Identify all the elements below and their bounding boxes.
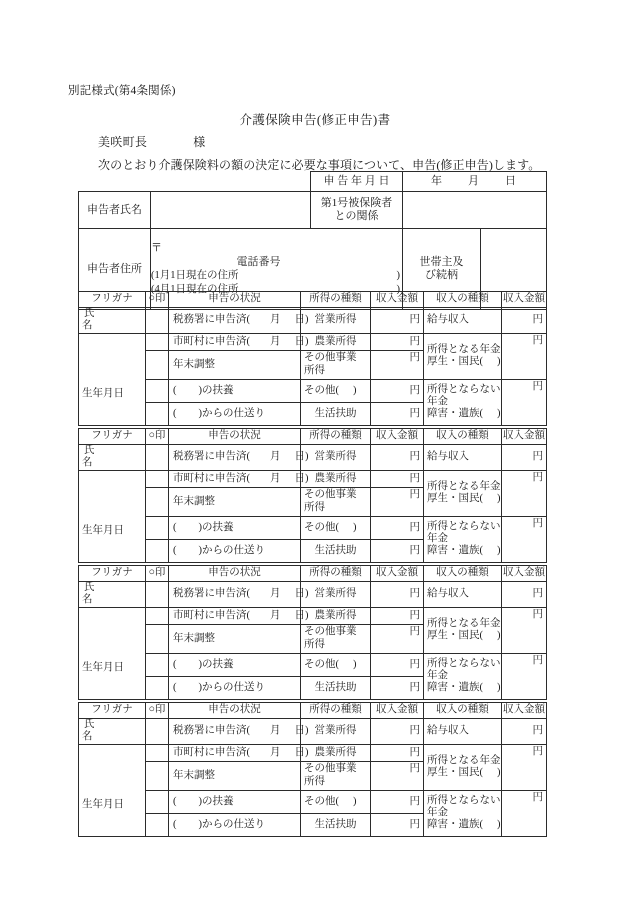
income-amount-input[interactable]: 円 <box>371 744 424 761</box>
revenue-line: 給与収入 <box>427 725 469 737</box>
spacer-cell <box>79 172 151 192</box>
status-text: 税務署に申告済( <box>173 588 250 600</box>
revenue-line: 厚生・国民( ) <box>427 630 501 642</box>
income-type-other: その他( ) <box>301 790 371 813</box>
income-type-other: その他( ) <box>301 379 371 402</box>
revenue-amount-input[interactable]: 円 <box>502 379 547 425</box>
revenue-line: 年金 <box>427 807 448 819</box>
income-amount-input[interactable]: 円 <box>371 676 424 699</box>
applicant-name-label: 申告者氏名 <box>79 192 151 229</box>
revenue-line: 厚生・国民( ) <box>427 356 501 368</box>
header-revenue-amount: 収入金額 <box>502 703 547 719</box>
block-header-row <box>79 429 547 445</box>
revenue-amount-input[interactable]: 円 <box>502 719 547 745</box>
date-year-label: 年 <box>431 175 456 188</box>
income-type-business: 営業所得 <box>301 719 371 745</box>
status-dependent-of[interactable] <box>169 653 301 676</box>
mark-checkbox[interactable] <box>146 653 169 676</box>
address-apr1-paren: ) <box>396 283 400 295</box>
revenue-line: 障害・遺族( ) <box>427 819 501 831</box>
status-remittance-from[interactable] <box>169 539 301 562</box>
header-income-amount: 収入金額 <box>371 566 424 582</box>
status-month: 月 <box>270 472 281 484</box>
status-text: ( <box>173 818 177 830</box>
income-amount-input[interactable]: 円 <box>371 333 424 350</box>
header-revenue-type: 収入の種類 <box>424 292 502 308</box>
header-declaration-status: 申告の状況 <box>169 429 301 445</box>
status-text: 市町村に申告済( <box>173 609 250 621</box>
status-text: 年末調整 <box>173 495 215 507</box>
block-header-row <box>79 292 547 308</box>
income-type-other: その他( ) <box>301 653 371 676</box>
status-declared-municipality[interactable] <box>169 470 309 487</box>
document-title: 介護保険申告(修正申告)書 <box>239 113 391 127</box>
status-text-post: )からの仕送り <box>198 818 265 830</box>
mark-checkbox[interactable] <box>146 402 169 425</box>
mark-checkbox[interactable] <box>146 470 169 487</box>
addressee-honorific: 様 <box>193 135 206 149</box>
revenue-line: 障害・遺族( ) <box>427 682 501 694</box>
mark-checkbox[interactable] <box>146 761 169 790</box>
revenue-type-salary <box>424 445 502 471</box>
revenue-type-nontaxable-pension <box>424 653 502 699</box>
header-furigana: フリガナ <box>79 292 146 308</box>
revenue-type-taxable-pension <box>424 744 502 790</box>
status-month: 月 <box>270 451 281 463</box>
header-revenue-type: 収入の種類 <box>424 566 502 582</box>
header-revenue-type: 収入の種類 <box>424 703 502 719</box>
revenue-line: 所得とならない <box>427 794 501 806</box>
block-row <box>79 744 547 761</box>
birthdate-label: 生年月日 <box>82 799 124 811</box>
income-type-agriculture: 農業所得 <box>301 744 371 761</box>
revenue-type-salary <box>424 308 502 334</box>
name-label: 氏 名 <box>79 445 146 471</box>
addressee-line <box>98 133 206 150</box>
mark-checkbox[interactable] <box>146 624 169 653</box>
income-amount-input[interactable]: 円 <box>371 790 424 813</box>
block-row <box>79 470 547 487</box>
income-amount-input[interactable]: 円 <box>371 308 424 334</box>
telephone-label: 電話番号 <box>236 255 281 268</box>
mark-checkbox[interactable] <box>146 676 169 699</box>
mark-checkbox[interactable] <box>146 813 169 836</box>
income-type-other-business: その他事業 所得 <box>301 761 371 790</box>
income-type-other-business: その他事業 所得 <box>301 624 371 653</box>
status-day: 日) <box>294 335 309 347</box>
mark-checkbox[interactable] <box>146 719 169 745</box>
header-mark: ○印 <box>146 566 169 582</box>
status-dependent-of[interactable] <box>169 379 301 402</box>
header-mark: ○印 <box>146 703 169 719</box>
mark-checkbox[interactable] <box>146 350 169 379</box>
declaration-block <box>78 565 547 700</box>
householder-label-line2: び続柄 <box>425 269 458 282</box>
status-month: 月 <box>270 725 281 737</box>
status-text: 年末調整 <box>173 769 215 781</box>
revenue-type-taxable-pension <box>424 470 502 516</box>
header-income-amount: 収入金額 <box>371 703 424 719</box>
status-year-end-adjustment[interactable] <box>169 761 301 790</box>
block-header-row <box>79 703 547 719</box>
income-type-other-business: その他事業 所得 <box>301 350 371 379</box>
mark-checkbox[interactable] <box>146 582 169 608</box>
revenue-line: 年金 <box>427 396 448 408</box>
status-month: 月 <box>270 609 281 621</box>
revenue-type-taxable-pension <box>424 333 502 379</box>
declaration-block <box>78 702 547 837</box>
revenue-amount-input[interactable]: 円 <box>502 607 547 653</box>
revenue-type-nontaxable-pension <box>424 379 502 425</box>
header-declaration-status: 申告の状況 <box>169 292 301 308</box>
income-amount-input[interactable]: 円 <box>371 350 424 379</box>
status-dependent-of[interactable] <box>169 516 301 539</box>
status-declared-tax-office[interactable] <box>169 445 309 471</box>
header-mark: ○印 <box>146 292 169 308</box>
status-text: 税務署に申告済( <box>173 314 250 326</box>
status-text-post: )の扶養 <box>198 658 234 670</box>
status-text-post: )からの仕送り <box>198 407 265 419</box>
name-and-birthdate-area[interactable] <box>79 470 146 562</box>
address-jan1-label: (1月1日現在の住所 <box>151 269 239 281</box>
status-text-post: )からの仕送り <box>198 544 265 556</box>
block-row <box>79 445 547 471</box>
revenue-line: 障害・遺族( ) <box>427 408 501 420</box>
block-row <box>79 582 547 608</box>
revenue-line: 年金 <box>427 533 448 545</box>
applicant-address-label: 申告者住所 <box>79 229 151 310</box>
status-month: 月 <box>270 746 281 758</box>
status-text-post: )の扶養 <box>198 521 234 533</box>
status-text: 税務署に申告済( <box>173 451 250 463</box>
status-month: 月 <box>270 335 281 347</box>
name-label: 氏 名 <box>79 719 146 745</box>
revenue-type-nontaxable-pension <box>424 790 502 836</box>
revenue-line: 所得となる年金 <box>427 480 501 492</box>
name-and-birthdate-area[interactable] <box>79 333 146 425</box>
income-type-business: 営業所得 <box>301 582 371 608</box>
status-text: ( <box>173 521 177 533</box>
lead-text: 次のとおり介護保険料の額の決定に必要な事項について、申告(修正申告)します。 <box>98 158 541 172</box>
declaration-date-value[interactable] <box>403 172 547 192</box>
birthdate-label: 生年月日 <box>82 525 124 537</box>
revenue-line: 給与収入 <box>427 588 469 600</box>
block-row <box>79 653 547 676</box>
revenue-amount-input[interactable]: 円 <box>502 653 547 699</box>
relation-label <box>311 192 403 229</box>
income-type-other: その他( ) <box>301 516 371 539</box>
revenue-amount-input[interactable]: 円 <box>502 516 547 562</box>
status-remittance-from[interactable] <box>169 402 301 425</box>
revenue-amount-input[interactable]: 円 <box>502 470 547 516</box>
status-remittance-from[interactable] <box>169 813 301 836</box>
header-furigana: フリガナ <box>79 703 146 719</box>
address-jan1-line[interactable] <box>151 269 402 283</box>
header-declaration-status: 申告の状況 <box>169 703 301 719</box>
block-row <box>79 379 547 402</box>
status-text: ( <box>173 407 177 419</box>
header-income-type: 所得の種類 <box>301 566 371 582</box>
header-income-type: 所得の種類 <box>301 429 371 445</box>
revenue-line: 所得となる年金 <box>427 754 501 766</box>
postal-mark-icon: 〒 <box>151 241 162 254</box>
status-declared-municipality[interactable] <box>169 607 309 624</box>
status-day: 日) <box>294 746 309 758</box>
status-day: 日) <box>294 588 309 600</box>
mark-checkbox[interactable] <box>146 607 169 624</box>
status-text: ( <box>173 795 177 807</box>
header-revenue-amount: 収入金額 <box>502 429 547 445</box>
block-row <box>79 516 547 539</box>
name-label: 氏 名 <box>79 308 146 334</box>
income-amount-input[interactable]: 円 <box>371 470 424 487</box>
status-text: 税務署に申告済( <box>173 725 250 737</box>
status-year-end-adjustment[interactable] <box>169 350 301 379</box>
applicant-name-row <box>79 192 547 229</box>
block-row <box>79 333 547 350</box>
revenue-line: 給与収入 <box>427 314 469 326</box>
status-text: 年末調整 <box>173 358 215 370</box>
status-text: 年末調整 <box>173 632 215 644</box>
status-month: 月 <box>270 588 281 600</box>
address-apr1-label: (4月1日現在の住所 <box>151 283 239 295</box>
income-amount-input[interactable]: 円 <box>371 761 424 790</box>
block-row <box>79 607 547 624</box>
income-type-livelihood-assistance: 生活扶助 <box>301 402 371 425</box>
revenue-line: 所得となる年金 <box>427 617 501 629</box>
mark-checkbox[interactable] <box>146 487 169 516</box>
income-amount-input[interactable]: 円 <box>371 445 424 471</box>
status-day: 日) <box>294 314 309 326</box>
revenue-line: 所得となる年金 <box>427 343 501 355</box>
status-text-post: )からの仕送り <box>198 681 265 693</box>
status-text: ( <box>173 658 177 670</box>
status-text: ( <box>173 384 177 396</box>
status-day: 日) <box>294 725 309 737</box>
addressee-name: 美咲町長 <box>98 135 148 149</box>
form-number: 別記様式(第4条関係) <box>68 85 176 97</box>
header-income-type: 所得の種類 <box>301 292 371 308</box>
mark-checkbox[interactable] <box>146 333 169 350</box>
status-text: 市町村に申告済( <box>173 472 250 484</box>
name-and-birthdate-area[interactable] <box>79 744 146 836</box>
revenue-amount-input[interactable]: 円 <box>502 445 547 471</box>
applicant-table <box>78 171 547 310</box>
status-declared-municipality[interactable] <box>169 333 309 350</box>
relation-input[interactable] <box>403 192 547 229</box>
income-type-livelihood-assistance: 生活扶助 <box>301 539 371 562</box>
block-row <box>79 790 547 813</box>
status-dependent-of[interactable] <box>169 790 301 813</box>
income-type-business: 営業所得 <box>301 445 371 471</box>
birthdate-label: 生年月日 <box>82 662 124 674</box>
income-type-agriculture: 農業所得 <box>301 333 371 350</box>
header-declaration-status: 申告の状況 <box>169 566 301 582</box>
status-text-post: )の扶養 <box>198 795 234 807</box>
revenue-line: 所得とならない <box>427 657 501 669</box>
header-income-amount: 収入金額 <box>371 292 424 308</box>
revenue-line: 厚生・国民( ) <box>427 493 501 505</box>
header-income-type: 所得の種類 <box>301 703 371 719</box>
mark-checkbox[interactable] <box>146 744 169 761</box>
relation-label-line2: との関係 <box>334 210 379 222</box>
status-month: 月 <box>270 314 281 326</box>
income-amount-input[interactable]: 円 <box>371 719 424 745</box>
mark-checkbox[interactable] <box>146 516 169 539</box>
declaration-block <box>78 291 547 426</box>
relation-label-line1: 第1号被保険者 <box>320 197 393 210</box>
revenue-type-salary <box>424 582 502 608</box>
revenue-line: 年金 <box>427 670 448 682</box>
name-and-birthdate-area[interactable] <box>79 607 146 699</box>
header-income-amount: 収入金額 <box>371 429 424 445</box>
header-furigana: フリガナ <box>79 566 146 582</box>
revenue-type-taxable-pension <box>424 607 502 653</box>
income-amount-input[interactable]: 円 <box>371 516 424 539</box>
block-row <box>79 308 547 334</box>
status-day: 日) <box>294 451 309 463</box>
income-type-livelihood-assistance: 生活扶助 <box>301 813 371 836</box>
income-amount-input[interactable]: 円 <box>371 624 424 653</box>
status-remittance-from[interactable] <box>169 676 301 699</box>
income-type-other-business: その他事業 所得 <box>301 487 371 516</box>
header-mark: ○印 <box>146 429 169 445</box>
income-amount-input[interactable]: 円 <box>371 379 424 402</box>
income-amount-input[interactable]: 円 <box>371 487 424 516</box>
status-text: ( <box>173 544 177 556</box>
income-amount-input[interactable]: 円 <box>371 607 424 624</box>
revenue-type-salary <box>424 719 502 745</box>
birthdate-label: 生年月日 <box>82 388 124 400</box>
status-text: 市町村に申告済( <box>173 335 250 347</box>
address-jan1-paren: ) <box>396 269 400 281</box>
declaration-date-row <box>79 172 547 192</box>
revenue-amount-input[interactable]: 円 <box>502 790 547 836</box>
householder-label-line1: 世帯主及 <box>419 256 464 269</box>
income-type-livelihood-assistance: 生活扶助 <box>301 676 371 699</box>
date-month-label: 月 <box>468 175 493 188</box>
header-furigana: フリガナ <box>79 429 146 445</box>
mark-checkbox[interactable] <box>146 308 169 334</box>
status-declared-tax-office[interactable] <box>169 308 309 334</box>
income-type-agriculture: 農業所得 <box>301 607 371 624</box>
income-amount-input[interactable]: 円 <box>371 813 424 836</box>
status-declared-tax-office[interactable] <box>169 719 309 745</box>
revenue-amount-input[interactable]: 円 <box>502 333 547 379</box>
declaration-date-label: 申 告 年 月 日 <box>311 172 403 192</box>
status-declared-municipality[interactable] <box>169 744 309 761</box>
mark-checkbox[interactable] <box>146 379 169 402</box>
income-amount-input[interactable]: 円 <box>371 653 424 676</box>
income-type-business: 営業所得 <box>301 308 371 334</box>
revenue-type-nontaxable-pension <box>424 516 502 562</box>
header-revenue-amount: 収入金額 <box>502 566 547 582</box>
revenue-amount-input[interactable]: 円 <box>502 308 547 334</box>
name-label: 氏 名 <box>79 582 146 608</box>
revenue-line: 所得とならない <box>427 520 501 532</box>
status-day: 日) <box>294 609 309 621</box>
revenue-line: 所得とならない <box>427 383 501 395</box>
block-row <box>79 719 547 745</box>
declaration-block <box>78 428 547 563</box>
mark-checkbox[interactable] <box>146 790 169 813</box>
revenue-amount-input[interactable]: 円 <box>502 744 547 790</box>
revenue-line: 給与収入 <box>427 451 469 463</box>
header-revenue-amount: 収入金額 <box>502 292 547 308</box>
income-type-agriculture: 農業所得 <box>301 470 371 487</box>
status-text: ( <box>173 681 177 693</box>
income-amount-input[interactable]: 円 <box>371 539 424 562</box>
status-year-end-adjustment[interactable] <box>169 487 301 516</box>
status-text-post: )の扶養 <box>198 384 234 396</box>
income-amount-input[interactable]: 円 <box>371 582 424 608</box>
block-header-row <box>79 566 547 582</box>
applicant-name-input[interactable] <box>151 192 311 229</box>
spacer-cell <box>151 172 311 192</box>
status-declared-tax-office[interactable] <box>169 582 309 608</box>
status-text: 市町村に申告済( <box>173 746 250 758</box>
income-amount-input[interactable]: 円 <box>371 402 424 425</box>
status-year-end-adjustment[interactable] <box>169 624 301 653</box>
status-day: 日) <box>294 472 309 484</box>
date-day-label: 日 <box>505 175 530 188</box>
revenue-line: 障害・遺族( ) <box>427 545 501 557</box>
mark-checkbox[interactable] <box>146 539 169 562</box>
revenue-amount-input[interactable]: 円 <box>502 582 547 608</box>
mark-checkbox[interactable] <box>146 445 169 471</box>
header-revenue-type: 収入の種類 <box>424 429 502 445</box>
revenue-line: 厚生・国民( ) <box>427 767 501 779</box>
